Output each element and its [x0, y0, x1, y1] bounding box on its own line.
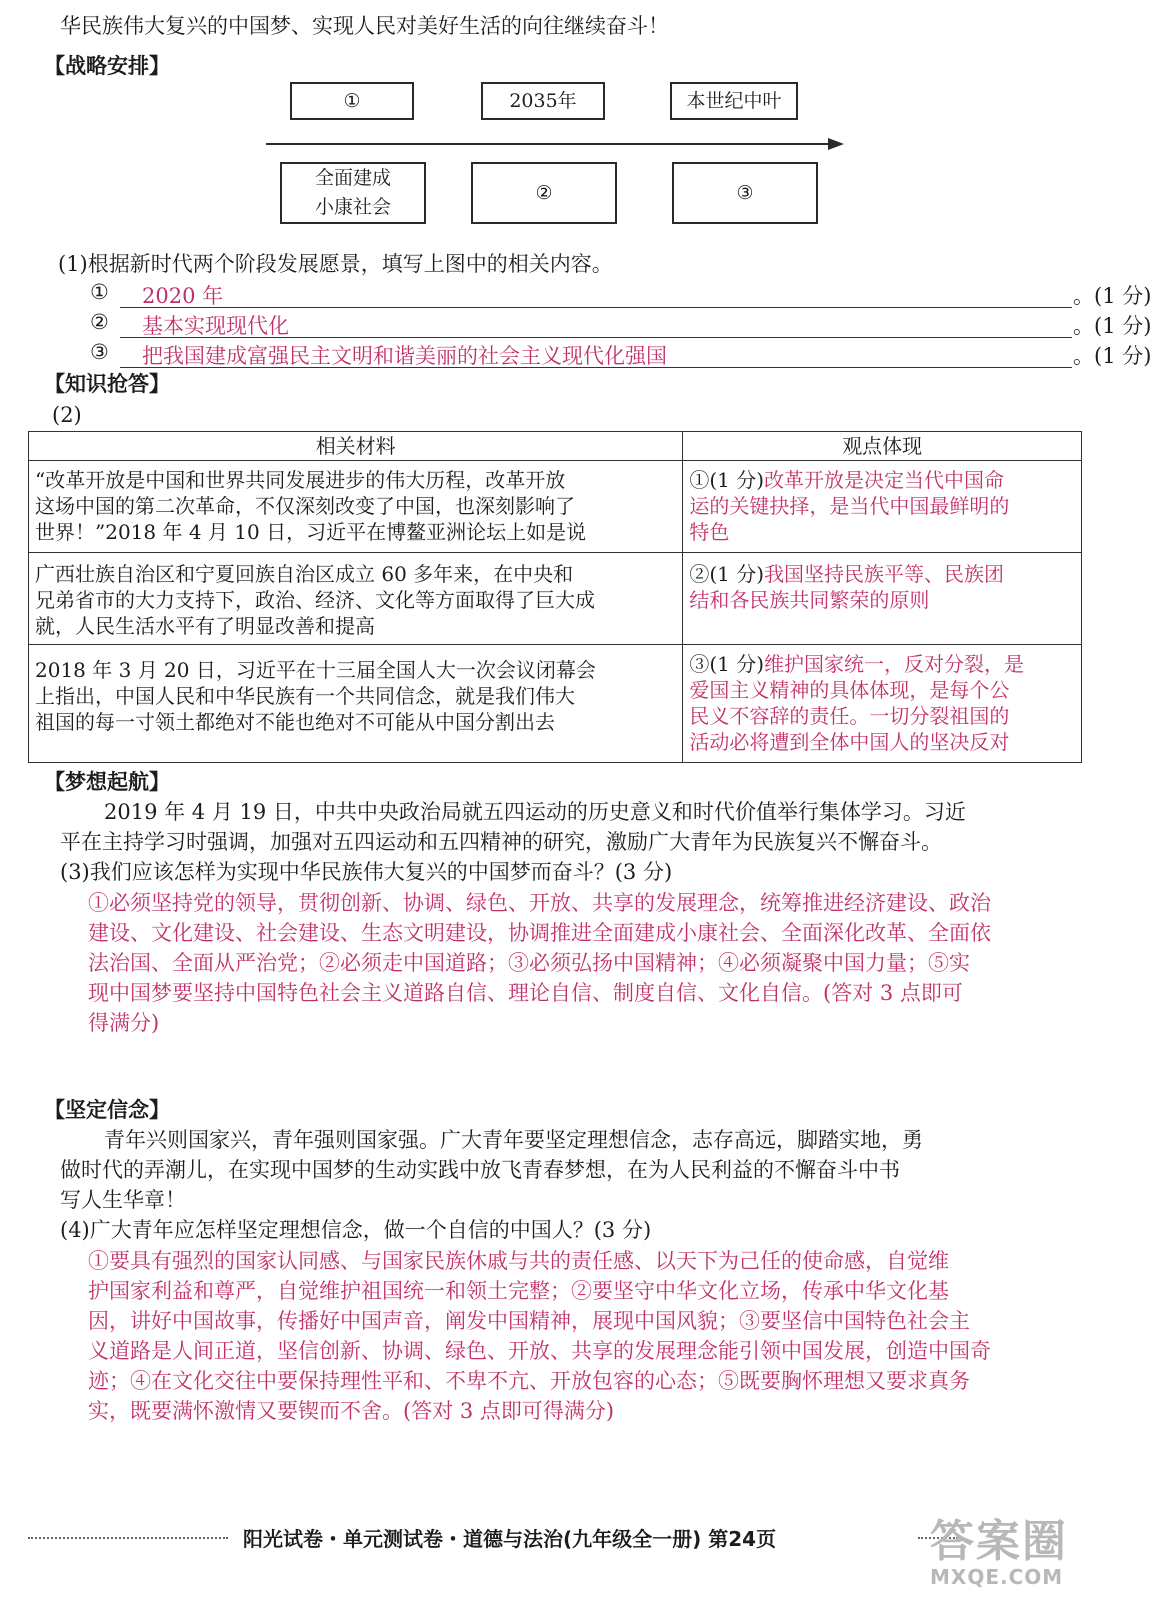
- belief-para-line: 做时代的弄潮儿，在实现中国梦的生动实践中放飞青春梦想，在为人民利益的不懈奋斗中书: [60, 1158, 900, 1182]
- viewpoint-answer-line: 运的关键抉择，是当代中国最鲜明的: [689, 494, 1010, 518]
- watermark-logo: [930, 1505, 1110, 1595]
- question-4-answer-line: 义道路是人间正道，坚信创新、协调、绿色、开放、共享的发展理念能引领中国发展，创造中国奇: [88, 1339, 991, 1363]
- dream-para-line: 2019 年 4 月 19 日，中共中央政治局就五四运动的历史意义和时代价值举行集体学习。习近: [104, 800, 966, 824]
- question-4-answer-line: ①要具有强烈的国家认同感、与国家民族休戚与共的责任感、以天下为己任的使命感，自觉维: [88, 1249, 949, 1273]
- material-line: 就，人民生活水平有了明显改善和提高: [35, 614, 375, 638]
- answer-row-2-num: ②: [90, 310, 109, 334]
- belief-para-line: 青年兴则国家兴，青年强则国家强。广大青年要坚定理想信念，志存高远，脚踏实地，勇: [104, 1128, 923, 1152]
- viewpoint-answer-line: 改革开放是决定当代中国命: [764, 468, 1005, 492]
- question-3-prompt: (3)我们应该怎样为实现中华民族伟大复兴的中国梦而奋斗？(3 分): [60, 860, 673, 884]
- table-row: [29, 645, 1082, 763]
- answer-row-3-score: 。(1 分): [1073, 344, 1151, 368]
- answer-row-1: [90, 280, 1151, 310]
- question-3-answer-line: ①必须坚持党的领导，贯彻创新、协调、绿色、开放、共享的发展理念，统筹推进经济建设、政治: [88, 891, 991, 915]
- intro-line: 华民族伟大复兴的中国梦、实现人民对美好生活的向往继续奋斗！: [60, 14, 669, 38]
- question-4-answer-line: 迹；④在文化交往中要保持理性平和、不卑不亢、开放包容的心态；⑤既要胸怀理想又要求真务: [88, 1369, 970, 1393]
- question-3-answer-line: 建设、文化建设、社会建设、生态文明建设，协调推进全面建成小康社会、全面深化改革、全面依: [88, 921, 991, 945]
- section-heading-strategy: 【战略安排】: [44, 54, 170, 78]
- question-1-prompt: (1)根据新时代两个阶段发展愿景，填写上图中的相关内容。: [58, 252, 613, 276]
- dream-para-line: 平在主持学习时强调，加强对五四运动和五四精神的研究，激励广大青年为民族复兴不懈奋斗。: [60, 830, 942, 854]
- question-4-answer-line: 因，讲好中国故事，传播好中国声音，阐发中国精神，展现中国风貌；③要坚信中国特色社会主: [88, 1309, 970, 1333]
- section-heading-belief: 【坚定信念】: [44, 1098, 170, 1122]
- material-line: 这场中国的第二次革命，不仅深刻改变了中国，也深刻影响了: [35, 494, 575, 518]
- question-4-answer-line: 实，既要满怀激情又要锲而不舍。(答对 3 点即可得满分): [88, 1399, 615, 1423]
- timeline-box-3: ③: [672, 162, 818, 224]
- viewpoint-answer-line: 爱国主义精神的具体体现，是每个公: [689, 678, 1010, 702]
- timeline-box-xiaokang-line2: 小康社会: [314, 196, 391, 218]
- viewpoint-num: ②(1 分): [689, 562, 765, 586]
- question-4-answer-line: 护国家利益和尊严，自觉维护祖国统一和领土完整；②要坚守中华文化立场，传承中华文化基: [88, 1279, 949, 1303]
- answer-row-1-num: ①: [90, 280, 109, 304]
- question-4-prompt: (4)广大青年应怎样坚定理想信念，做一个自信的中国人？(3 分): [60, 1218, 652, 1242]
- table-header-viewpoint: 观点体现: [683, 432, 1082, 461]
- question-3-answer-line: 法治国、全面从严治党；②必须走中国道路；③必须弘扬中国精神；④必须凝聚中国力量；⑤实: [88, 951, 970, 975]
- question-3-answer-line: 得满分): [88, 1011, 160, 1035]
- answer-row-3-num: ③: [90, 340, 109, 364]
- table-cell-viewpoint: [683, 645, 1082, 763]
- footer-text: 阳光试卷・单元测试卷・道德与法治(九年级全一册) 第24页: [243, 1527, 777, 1551]
- table-cell-viewpoint: [683, 461, 1082, 553]
- material-line: 世界！”2018 年 4 月 10 日，习近平在博鳌亚洲论坛上如是说: [35, 520, 587, 544]
- table-header-row: [29, 432, 1082, 461]
- answer-row-1-text: 2020 年: [120, 280, 1072, 308]
- material-line: 上指出，中国人民和中华民族有一个共同信念，就是我们伟大: [35, 684, 575, 708]
- material-line: “改革开放是中国和世界共同发展进步的伟大历程，改革开放: [35, 468, 566, 492]
- watermark-title: 答案圈: [930, 1516, 1068, 1567]
- material-line: 2018 年 3 月 20 日，习近平在十三届全国人大一次会议闭幕会: [35, 658, 596, 682]
- timeline-box-2035: 2035年: [481, 82, 605, 120]
- timeline-box-xiaokang: [280, 162, 426, 224]
- viewpoint-answer-line: 特色: [689, 520, 730, 544]
- watermark-url: MXQE.COM: [930, 1565, 1064, 1589]
- table-header-material: 相关材料: [29, 432, 683, 461]
- timeline-box-1: ①: [290, 82, 414, 120]
- timeline-arrow: [260, 134, 850, 154]
- material-line: 兄弟省市的大力支持下，政治、经济、文化等方面取得了巨大成: [35, 588, 595, 612]
- table-row: [29, 461, 1082, 553]
- answer-row-3: [90, 340, 1151, 370]
- answer-row-1-score: 。(1 分): [1073, 284, 1151, 308]
- viewpoint-answer-line: 维护国家统一，反对分裂，是: [764, 652, 1025, 676]
- timeline-box-xiaokang-line1: 全面建成: [314, 167, 391, 189]
- viewpoint-num: ③(1 分): [689, 652, 765, 676]
- question-2-label: (2): [52, 403, 82, 427]
- viewpoint-answer-line: 活动必将遭到全体中国人的坚决反对: [689, 730, 1010, 754]
- viewpoint-num: ①(1 分): [689, 468, 765, 492]
- table-cell-material: [29, 553, 683, 645]
- answer-row-3-text: 把我国建成富强民主文明和谐美丽的社会主义现代化强国: [120, 340, 1072, 368]
- knowledge-table: [28, 431, 1082, 763]
- belief-para-line: 写人生华章！: [60, 1188, 186, 1212]
- material-line: 祖国的每一寸领土都绝对不能也绝对不可能从中国分割出去: [35, 710, 555, 734]
- answer-row-2-text: 基本实现现代化: [120, 310, 1072, 338]
- table-cell-material: [29, 645, 683, 763]
- timeline-box-midcentury: 本世纪中叶: [670, 82, 798, 120]
- answer-row-2-score: 。(1 分): [1073, 314, 1151, 338]
- table-row: [29, 553, 1082, 645]
- answer-row-2: [90, 310, 1151, 340]
- footer-divider-left: [28, 1537, 228, 1539]
- viewpoint-answer-line: 我国坚持民族平等、民族团: [764, 562, 1005, 586]
- viewpoint-answer-line: 民义不容辞的责任。一切分裂祖国的: [689, 704, 1010, 728]
- section-heading-dream: 【梦想起航】: [44, 770, 170, 794]
- table-cell-material: [29, 461, 683, 553]
- timeline-box-2: ②: [471, 162, 617, 224]
- section-heading-knowledge: 【知识抢答】: [44, 372, 170, 396]
- material-line: 广西壮族自治区和宁夏回族自治区成立 60 多年来，在中央和: [35, 562, 574, 586]
- question-3-answer-line: 现中国梦要坚持中国特色社会主义道路自信、理论自信、制度自信、文化自信。(答对 3 点即可: [88, 981, 963, 1005]
- table-cell-viewpoint: [683, 553, 1082, 645]
- viewpoint-answer-line: 结和各民族共同繁荣的原则: [689, 588, 930, 612]
